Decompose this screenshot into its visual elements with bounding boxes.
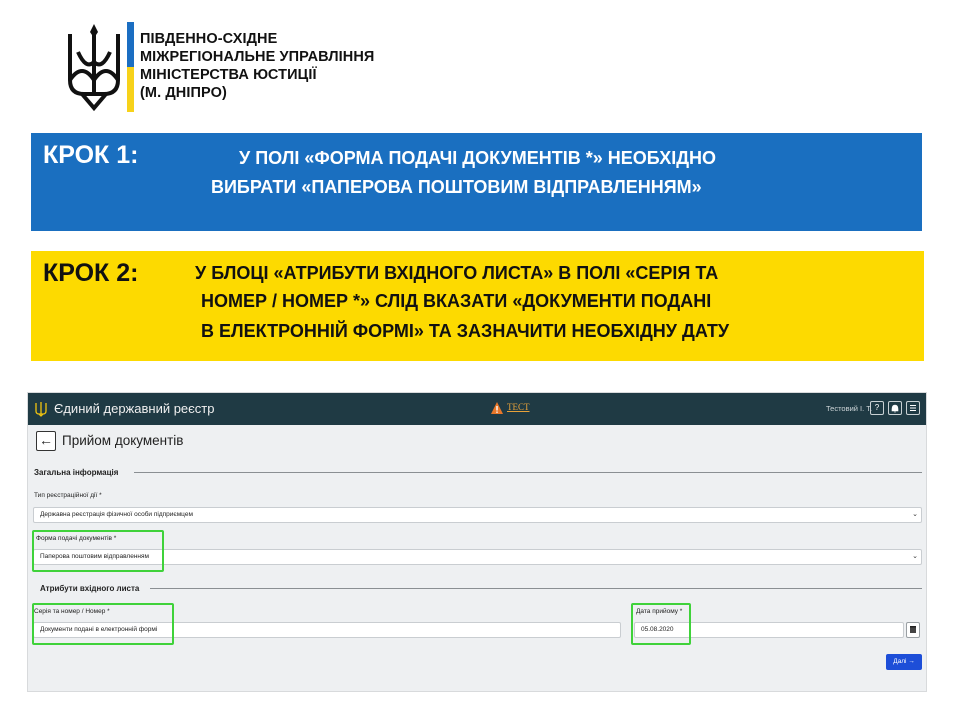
reg-type-label: Тип реєстраційної дії * [34, 492, 102, 499]
page-title: Прийом документів [62, 433, 184, 448]
arrow-left-icon: ← [39, 432, 53, 448]
notifications-button[interactable] [888, 401, 902, 415]
receipt-date-label: Дата прийому * [636, 608, 683, 615]
flag-yellow [127, 67, 134, 112]
help-button[interactable]: ? [870, 401, 884, 415]
back-button[interactable] [36, 431, 56, 451]
step2-label: КРОК 2: [43, 259, 139, 287]
step1-label: КРОК 1: [43, 141, 139, 169]
org-line: (М. ДНІПРО) [140, 85, 227, 101]
step1-text-line1: У ПОЛІ «ФОРМА ПОДАЧІ ДОКУМЕНТІВ *» НЕОБХІДНО [239, 148, 717, 168]
series-number-input[interactable]: Документи подані в електронній формі [33, 622, 621, 638]
submission-form-select[interactable] [33, 549, 922, 565]
section-title-attributes: Атрибути вхідного листа [40, 584, 140, 593]
section-title-general: Загальна інформація [34, 468, 119, 477]
test-link[interactable]: ТЕСТ [507, 402, 530, 412]
section-divider [150, 588, 922, 589]
app-topbar [28, 393, 927, 425]
step2-text-line1: У БЛОЦІ «АТРИБУТИ ВХІДНОГО ЛИСТА» В ПОЛІ «СЕРІЯ ТА [195, 263, 719, 283]
series-number-label: Серія та номер / Номер * [34, 608, 110, 615]
org-line: МІНІСТЕРСТВА ЮСТИЦІЇ [140, 67, 317, 83]
step2-text-line3: В ЕЛЕКТРОННІЙ ФОРМІ» ТА ЗАЗНАЧИТИ НЕОБХІДНУ ДАТУ [201, 321, 730, 341]
org-line: МІЖРЕГІОНАЛЬНЕ УПРАВЛІННЯ [140, 49, 375, 65]
next-button[interactable]: Далі → [886, 654, 922, 670]
trident-icon [35, 401, 47, 417]
flag-blue [127, 22, 134, 67]
step2-text-line2: НОМЕР / НОМЕР *» СЛІД ВКАЗАТИ «ДОКУМЕНТИ ПОДАНІ [201, 291, 712, 311]
calendar-icon [907, 623, 919, 637]
flag-bar [127, 22, 134, 112]
submission-form-value: Паперова поштовим відправленням [40, 553, 149, 560]
bell-icon [891, 404, 899, 413]
step2-banner [31, 251, 924, 361]
highlight-receipt-date [631, 603, 691, 645]
org-line: ПІВДЕННО-СХІДНЕ [140, 31, 278, 47]
calendar-button[interactable] [906, 622, 920, 638]
org-name [140, 30, 374, 102]
menu-button[interactable] [906, 401, 920, 415]
trident-icon [64, 22, 124, 112]
step1-banner [31, 133, 922, 231]
user-name[interactable]: Тестовий І. Т. [826, 404, 873, 413]
section-divider [134, 472, 922, 473]
warning-icon [490, 401, 504, 415]
receipt-date-input[interactable]: 05.08.2020 [634, 622, 904, 638]
reg-type-value: Державна реєстрація фізичної особи підприємцем [40, 511, 193, 518]
reg-type-select[interactable] [33, 507, 922, 523]
chevron-down-icon: ⌄ [912, 553, 918, 560]
highlight-submission-form [32, 530, 164, 572]
app-screenshot [27, 392, 927, 692]
step1-text-line2: ВИБРАТИ «ПАПЕРОВА ПОШТОВИМ ВІДПРАВЛЕННЯМ» [211, 177, 702, 197]
highlight-series-number [32, 603, 174, 645]
menu-icon [909, 404, 917, 412]
submission-form-label: Форма подачі документів * [36, 535, 117, 542]
chevron-down-icon: ⌄ [912, 511, 918, 518]
app-title[interactable]: Єдиний державний реєстр [54, 401, 215, 416]
